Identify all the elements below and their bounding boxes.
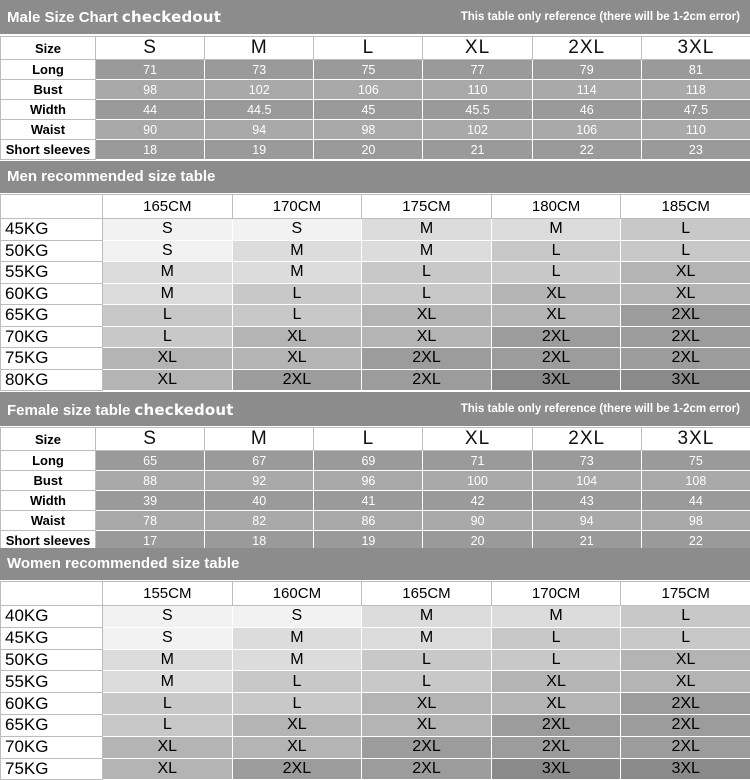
women-recommended-header xyxy=(0,548,750,580)
size-header-label: Size xyxy=(1,37,96,60)
weight-row xyxy=(1,369,750,391)
recommended-size-cell: L xyxy=(362,262,492,284)
height-column-header: 170CM xyxy=(491,582,621,606)
corner-cell xyxy=(1,195,103,219)
measurement-value: 77 xyxy=(423,60,532,80)
measurement-value: 71 xyxy=(423,451,532,471)
measurement-value: 71 xyxy=(96,60,205,80)
recommended-size-cell: 3XL xyxy=(621,369,750,391)
recommended-size-cell: 3XL xyxy=(491,758,621,780)
weight-label: 50KG xyxy=(1,240,103,262)
female-chart-note: This table only reference (there will be 1-2cm error) xyxy=(461,403,740,415)
weight-row xyxy=(1,606,750,628)
brand-logo-text: checkedout xyxy=(122,8,221,26)
measurement-value: 45.5 xyxy=(423,100,532,120)
recommended-size-cell: XL xyxy=(621,283,750,305)
recommended-size-cell: L xyxy=(491,240,621,262)
recommended-size-cell: 2XL xyxy=(362,369,492,391)
recommended-size-cell: S xyxy=(103,627,233,649)
brand-logo-text: checkedout xyxy=(134,401,233,419)
women-recommended-title: Women recommended size table xyxy=(7,555,239,572)
weight-row xyxy=(1,649,750,671)
recommended-size-cell: XL xyxy=(362,714,492,736)
measurement-row xyxy=(1,491,750,511)
recommended-size-cell: L xyxy=(362,649,492,671)
recommended-size-cell: 2XL xyxy=(621,736,750,758)
recommended-size-cell: 3XL xyxy=(491,369,621,391)
measurement-label: Long xyxy=(1,451,96,471)
measurement-value: 44.5 xyxy=(205,100,314,120)
weight-row xyxy=(1,219,750,241)
measurement-row xyxy=(1,140,750,160)
weight-label: 55KG xyxy=(1,262,103,284)
recommended-size-cell: L xyxy=(103,714,233,736)
weight-row xyxy=(1,326,750,348)
measurement-value: 110 xyxy=(423,80,532,100)
measurement-row xyxy=(1,451,750,471)
recommended-size-cell: M xyxy=(362,240,492,262)
recommended-size-cell: XL xyxy=(103,736,233,758)
measurement-value: 75 xyxy=(314,60,423,80)
size-column-header: S xyxy=(96,37,205,60)
measurement-value: 18 xyxy=(96,140,205,160)
recommended-size-cell: 2XL xyxy=(491,326,621,348)
measurement-value: 19 xyxy=(205,140,314,160)
measurement-label: Waist xyxy=(1,120,96,140)
recommended-size-cell: M xyxy=(103,283,233,305)
recommended-size-cell: XL xyxy=(103,348,233,370)
recommended-size-cell: 2XL xyxy=(621,348,750,370)
measurement-value: 20 xyxy=(314,140,423,160)
height-column-header: 185CM xyxy=(621,195,750,219)
recommended-size-cell: XL xyxy=(491,671,621,693)
measurement-value: 41 xyxy=(314,491,423,511)
recommended-size-cell: 2XL xyxy=(621,693,750,715)
weight-label: 70KG xyxy=(1,736,103,758)
weight-label: 50KG xyxy=(1,649,103,671)
measurement-label: Waist xyxy=(1,511,96,531)
male-size-table xyxy=(0,36,750,160)
weight-label: 65KG xyxy=(1,714,103,736)
measurement-value: 104 xyxy=(532,471,641,491)
measurement-label: Bust xyxy=(1,471,96,491)
measurement-value: 98 xyxy=(641,511,750,531)
recommended-size-cell: XL xyxy=(232,326,362,348)
measurement-value: 79 xyxy=(532,60,641,80)
measurement-value: 23 xyxy=(641,140,750,160)
measurement-value: 102 xyxy=(205,80,314,100)
recommended-size-cell: M xyxy=(362,627,492,649)
measurement-value: 82 xyxy=(205,511,314,531)
recommended-size-cell: M xyxy=(491,219,621,241)
recommended-size-cell: L xyxy=(362,283,492,305)
corner-cell xyxy=(1,582,103,606)
measurement-value: 40 xyxy=(205,491,314,511)
recommended-size-cell: M xyxy=(362,606,492,628)
recommended-size-cell: L xyxy=(103,305,233,327)
recommended-size-cell: XL xyxy=(362,326,492,348)
measurement-value: 88 xyxy=(96,471,205,491)
size-column-header: L xyxy=(314,37,423,60)
measurement-value: 44 xyxy=(96,100,205,120)
recommended-size-cell: XL xyxy=(621,262,750,284)
measurement-value: 22 xyxy=(641,531,750,551)
recommended-size-cell: XL xyxy=(362,305,492,327)
recommended-size-cell: L xyxy=(103,326,233,348)
weight-label: 70KG xyxy=(1,326,103,348)
measurement-value: 39 xyxy=(96,491,205,511)
measurement-value: 42 xyxy=(423,491,532,511)
weight-row xyxy=(1,283,750,305)
measurement-value: 98 xyxy=(314,120,423,140)
height-column-header: 160CM xyxy=(232,582,362,606)
recommended-size-cell: XL xyxy=(362,693,492,715)
recommended-size-cell: XL xyxy=(621,671,750,693)
male-chart-note: This table only reference (there will be 1-2cm error) xyxy=(461,11,740,23)
height-column-header: 175CM xyxy=(621,582,750,606)
recommended-size-cell: 2XL xyxy=(362,348,492,370)
measurement-value: 118 xyxy=(641,80,750,100)
size-column-header: 2XL xyxy=(532,37,641,60)
size-column-header: XL xyxy=(423,428,532,451)
size-column-header: S xyxy=(96,428,205,451)
measurement-label: Long xyxy=(1,60,96,80)
measurement-row xyxy=(1,60,750,80)
measurement-value: 98 xyxy=(96,80,205,100)
recommended-size-cell: L xyxy=(362,671,492,693)
weight-label: 65KG xyxy=(1,305,103,327)
recommended-size-cell: S xyxy=(232,219,362,241)
recommended-size-cell: L xyxy=(621,627,750,649)
measurement-value: 78 xyxy=(96,511,205,531)
measurement-value: 100 xyxy=(423,471,532,491)
recommended-size-cell: M xyxy=(103,649,233,671)
female-chart-title: Female size table checkedout xyxy=(7,401,234,419)
men-recommended-table xyxy=(0,194,750,391)
weight-label: 45KG xyxy=(1,219,103,241)
recommended-size-cell: S xyxy=(103,219,233,241)
height-column-header: 155CM xyxy=(103,582,233,606)
recommended-size-cell: XL xyxy=(103,758,233,780)
male-chart-header xyxy=(0,0,750,34)
weight-row xyxy=(1,305,750,327)
recommended-size-cell: M xyxy=(232,627,362,649)
measurement-value: 73 xyxy=(205,60,314,80)
size-column-header: M xyxy=(205,37,314,60)
measurement-label: Short sleeves xyxy=(1,140,96,160)
measurement-value: 102 xyxy=(423,120,532,140)
recommended-size-cell: 2XL xyxy=(362,758,492,780)
recommended-size-cell: S xyxy=(103,240,233,262)
measurement-value: 90 xyxy=(96,120,205,140)
measurement-label: Bust xyxy=(1,80,96,100)
size-header-label: Size xyxy=(1,428,96,451)
measurement-row xyxy=(1,80,750,100)
male-chart-title: Male Size Chart checkedout xyxy=(7,8,221,26)
recommended-size-cell: L xyxy=(621,240,750,262)
size-column-header: XL xyxy=(423,37,532,60)
measurement-value: 67 xyxy=(205,451,314,471)
recommended-size-cell: L xyxy=(491,262,621,284)
weight-label: 55KG xyxy=(1,671,103,693)
weight-row xyxy=(1,693,750,715)
men-recommended-header xyxy=(0,161,750,193)
measurement-value: 106 xyxy=(532,120,641,140)
measurement-value: 90 xyxy=(423,511,532,531)
recommended-size-cell: 2XL xyxy=(621,305,750,327)
measurement-value: 75 xyxy=(641,451,750,471)
recommended-size-cell: 2XL xyxy=(491,348,621,370)
measurement-value: 92 xyxy=(205,471,314,491)
recommended-size-cell: XL xyxy=(232,348,362,370)
height-column-header: 180CM xyxy=(491,195,621,219)
measurement-value: 21 xyxy=(423,140,532,160)
recommended-size-cell: L xyxy=(491,627,621,649)
recommended-size-cell: S xyxy=(232,606,362,628)
measurement-value: 108 xyxy=(641,471,750,491)
weight-label: 75KG xyxy=(1,758,103,780)
measurement-value: 43 xyxy=(532,491,641,511)
measurement-value: 73 xyxy=(532,451,641,471)
measurement-value: 96 xyxy=(314,471,423,491)
recommended-size-cell: M xyxy=(103,671,233,693)
recommended-size-cell: L xyxy=(491,649,621,671)
measurement-value: 22 xyxy=(532,140,641,160)
measurement-value: 69 xyxy=(314,451,423,471)
recommended-size-cell: L xyxy=(232,283,362,305)
recommended-size-cell: 2XL xyxy=(491,736,621,758)
women-recommended-table xyxy=(0,581,750,780)
size-column-header: 3XL xyxy=(641,428,750,451)
female-size-table xyxy=(0,427,750,551)
recommended-size-cell: M xyxy=(232,649,362,671)
weight-label: 60KG xyxy=(1,693,103,715)
weight-row xyxy=(1,758,750,780)
measurement-value: 81 xyxy=(641,60,750,80)
size-column-header: M xyxy=(205,428,314,451)
recommended-size-cell: XL xyxy=(232,714,362,736)
recommended-size-cell: 2XL xyxy=(621,326,750,348)
weight-row xyxy=(1,714,750,736)
height-column-header: 175CM xyxy=(362,195,492,219)
size-column-header: 3XL xyxy=(641,37,750,60)
measurement-value: 94 xyxy=(532,511,641,531)
recommended-size-cell: L xyxy=(232,305,362,327)
recommended-size-cell: XL xyxy=(491,283,621,305)
weight-row xyxy=(1,348,750,370)
weight-row xyxy=(1,240,750,262)
measurement-value: 44 xyxy=(641,491,750,511)
weight-row xyxy=(1,262,750,284)
recommended-size-cell: L xyxy=(232,693,362,715)
measurement-value: 65 xyxy=(96,451,205,471)
recommended-size-cell: XL xyxy=(491,305,621,327)
measurement-value: 20 xyxy=(423,531,532,551)
recommended-size-cell: 2XL xyxy=(362,736,492,758)
recommended-size-cell: M xyxy=(362,219,492,241)
weight-label: 40KG xyxy=(1,606,103,628)
recommended-size-cell: XL xyxy=(621,649,750,671)
measurement-label: Width xyxy=(1,491,96,511)
weight-row xyxy=(1,627,750,649)
weight-label: 45KG xyxy=(1,627,103,649)
measurement-value: 86 xyxy=(314,511,423,531)
weight-label: 75KG xyxy=(1,348,103,370)
recommended-size-cell: 2XL xyxy=(621,714,750,736)
measurement-value: 19 xyxy=(314,531,423,551)
recommended-size-cell: M xyxy=(232,240,362,262)
weight-label: 60KG xyxy=(1,283,103,305)
female-chart-header xyxy=(0,392,750,426)
measurement-row xyxy=(1,120,750,140)
weight-row xyxy=(1,736,750,758)
measurement-label: Width xyxy=(1,100,96,120)
recommended-size-cell: S xyxy=(103,606,233,628)
recommended-size-cell: L xyxy=(621,219,750,241)
measurement-value: 110 xyxy=(641,120,750,140)
measurement-value: 114 xyxy=(532,80,641,100)
measurement-value: 47.5 xyxy=(641,100,750,120)
measurement-value: 45 xyxy=(314,100,423,120)
recommended-size-cell: L xyxy=(232,671,362,693)
recommended-size-cell: XL xyxy=(232,736,362,758)
measurement-row xyxy=(1,100,750,120)
recommended-size-cell: XL xyxy=(491,693,621,715)
recommended-size-cell: M xyxy=(491,606,621,628)
recommended-size-cell: L xyxy=(621,606,750,628)
measurement-value: 106 xyxy=(314,80,423,100)
height-column-header: 165CM xyxy=(103,195,233,219)
size-column-header: L xyxy=(314,428,423,451)
recommended-size-cell: 3XL xyxy=(621,758,750,780)
measurement-row xyxy=(1,511,750,531)
height-column-header: 170CM xyxy=(232,195,362,219)
measurement-value: 18 xyxy=(205,531,314,551)
measurement-value: 94 xyxy=(205,120,314,140)
measurement-value: 21 xyxy=(532,531,641,551)
men-recommended-title: Men recommended size table xyxy=(7,168,215,185)
recommended-size-cell: L xyxy=(103,693,233,715)
measurement-value: 17 xyxy=(96,531,205,551)
recommended-size-cell: XL xyxy=(103,369,233,391)
height-column-header: 165CM xyxy=(362,582,492,606)
weight-label: 80KG xyxy=(1,369,103,391)
weight-row xyxy=(1,671,750,693)
measurement-row xyxy=(1,471,750,491)
recommended-size-cell: 2XL xyxy=(232,369,362,391)
recommended-size-cell: M xyxy=(232,262,362,284)
size-column-header: 2XL xyxy=(532,428,641,451)
measurement-value: 46 xyxy=(532,100,641,120)
measurement-label: Short sleeves xyxy=(1,531,96,551)
recommended-size-cell: M xyxy=(103,262,233,284)
recommended-size-cell: 2XL xyxy=(232,758,362,780)
recommended-size-cell: 2XL xyxy=(491,714,621,736)
